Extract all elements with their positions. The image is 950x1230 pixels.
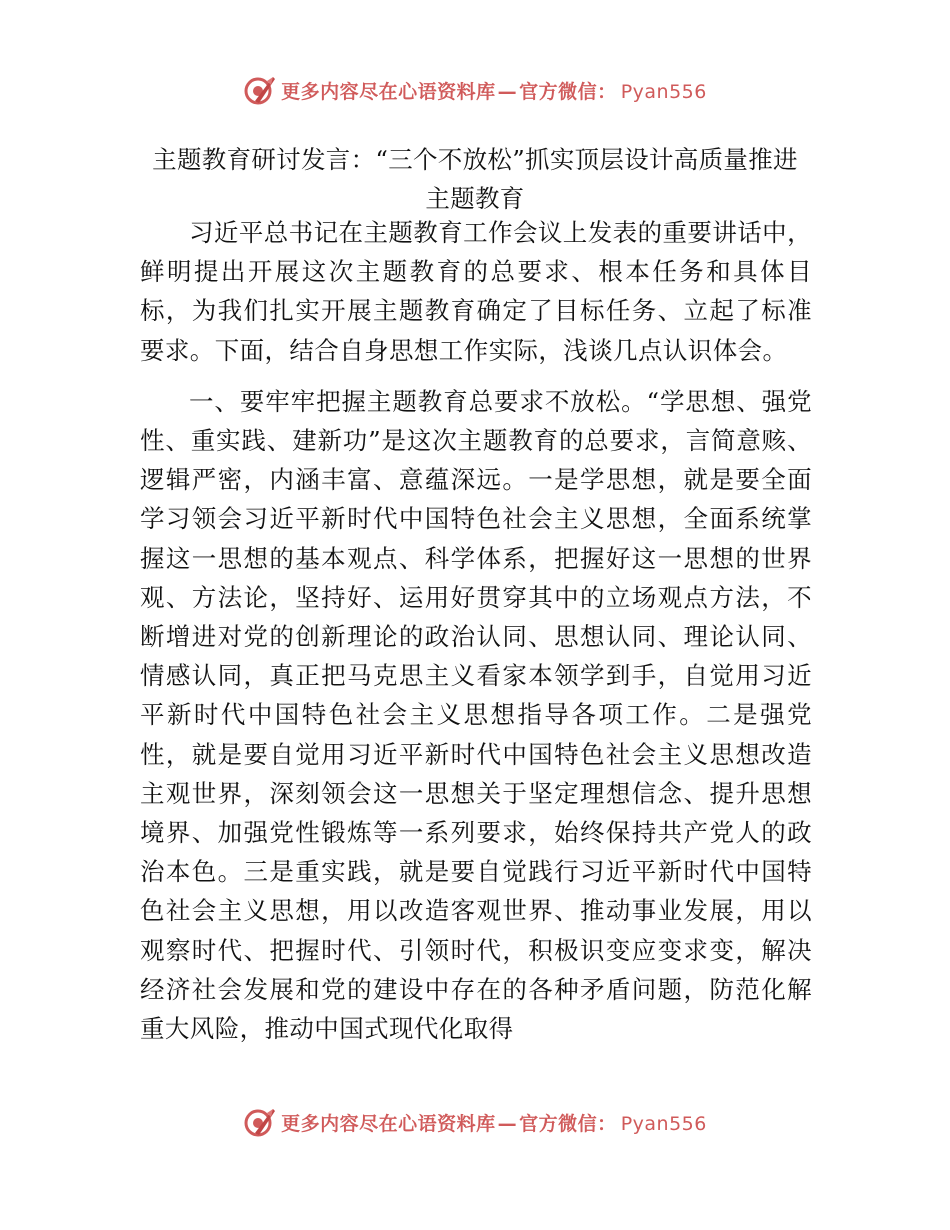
document-body [140, 213, 812, 1060]
document-title: 主题教育研讨发言：“三个不放松”抓实顶层设计高质量推进主题教育 [152, 145, 798, 213]
banner-main-text: 更多内容尽在心语资料库 [281, 1112, 496, 1135]
banner-main-text: 更多内容尽在心语资料库 [281, 80, 496, 103]
banner-dash: — [497, 1112, 518, 1135]
header-watermark-banner [0, 70, 950, 110]
banner-dash: — [497, 80, 518, 103]
banner-wechat-id: Pyan556 [620, 1112, 707, 1135]
banner-text [281, 1109, 707, 1136]
paragraph-intro: 习近平总书记在主题教育工作会议上发表的重要讲话中，鲜明提出开展这次主题教育的总要求、根本任务和具体目标，为我们扎实开展主题教育确定了目标任务、立起了标准要求。下面，结合自身思想工作实际，浅谈几点认识体会。 [140, 218, 812, 365]
paragraph-section-one: 一、要牢牢把握主题教育总要求不放松。“学思想、强党性、重实践、建新功”是这次主题教育的总要求，言简意赅、逻辑严密，内涵丰富、意蕴深远。一是学思想，就是要全面学习领会习近平新时代中国特色社会主义思想，全面系统掌握这一思想的基本观点、科学体系，把握好这一思想的世界观、方法论，坚持好、运用好贯穿其中的立场观点方法，不断增进对党的创新理论的政治认同、思想认同、理论认同、情感认同，真正把马克思主义看家本领学到手，自觉用习近平新时代中国特色社会主义思想指导各项工作。二是强党性，就是要自觉用习近平新时代中国特色社会主义思想改造主观世界，深刻领会这一思想关于坚定理想信念、提升思想境界、加强党性锻炼等一系列要求，始终保持共产党人的政治本色。三是重实践，就是要自觉践行习近平新时代中国特色社会主义思想，用以改造客观世界、推动事业发展，用以观察时代、把握时代、引领时代，积极识变应变求变，解决经济社会发展和党的建设中存在的各种矛盾问题，防范化解重大风险，推动中国式现代化取得 [140, 386, 812, 1044]
banner-wechat-label: 官方微信： [519, 80, 617, 103]
footer-watermark-banner [0, 1102, 950, 1142]
quill-logo-icon [243, 1105, 277, 1139]
banner-wechat-id: Pyan556 [620, 80, 707, 103]
quill-logo-icon [243, 73, 277, 107]
banner-wechat-label: 官方微信： [519, 1112, 617, 1135]
banner-text [281, 77, 707, 104]
